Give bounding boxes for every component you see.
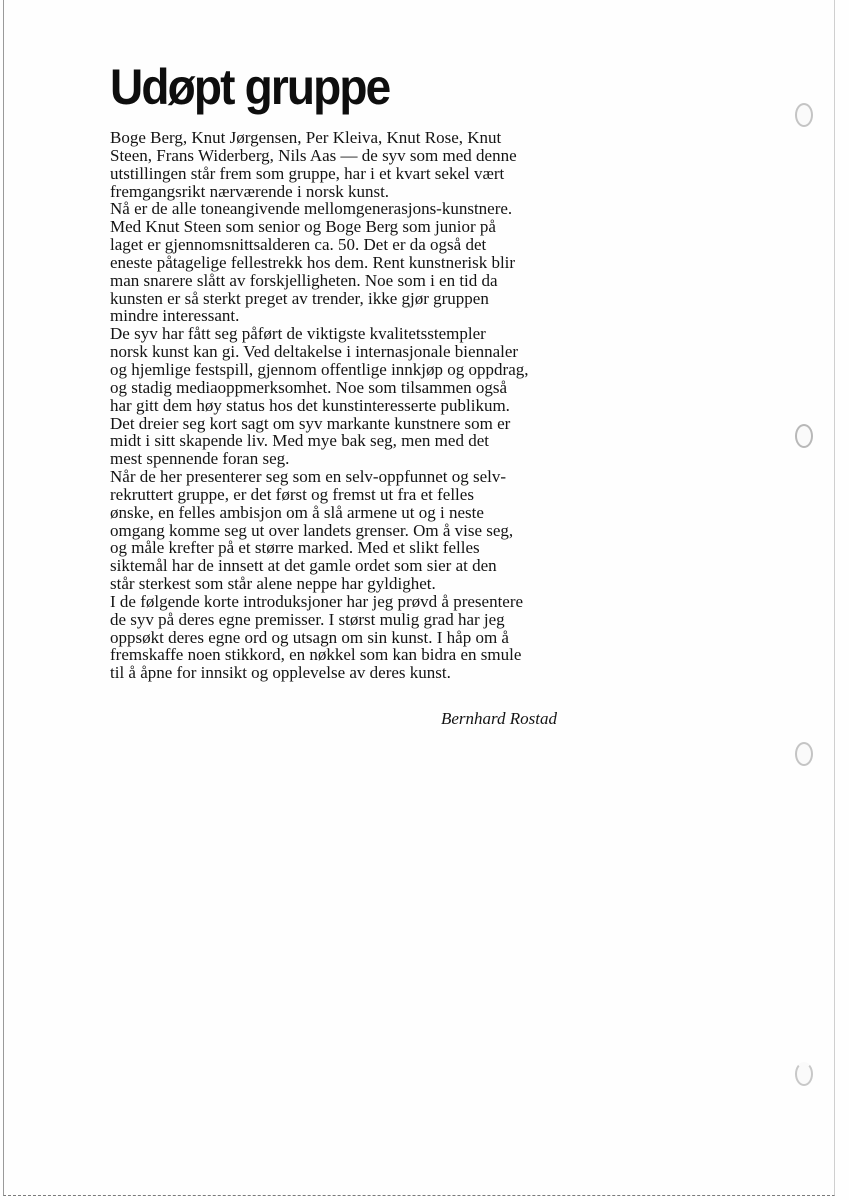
body-line: ønske, en felles ambisjon om å slå armene ut og i neste [110,502,484,522]
body-line: mindre interessant. [110,306,240,326]
body-line: og stadig mediaoppmerksomhet. Noe som tilsammen også [110,377,508,397]
body-line: siktemål har de innsett at det gamle ordet som sier at den [110,556,497,576]
binder-hole-icon [795,424,813,448]
body-line: midt i sitt skapende liv. Med mye bak seg, men med det [110,431,489,451]
body-line: fremskaffe noen stikkord, en nøkkel som kan bidra en smule [110,645,522,665]
body-line: norsk kunst kan gi. Ved deltakelse i internasjonale biennaler [110,342,519,362]
body-line: laget er gjennomsnittsalderen ca. 50. Det er da også det [110,235,487,255]
body-line: fremgangsrikt nærværende i norsk kunst. [110,181,390,201]
binder-hole-icon [795,103,813,127]
body-line: Med Knut Steen som senior og Boge Berg som junior på [110,217,496,237]
body-line: I de følgende korte introduksjoner har jeg prøvd å presentere [110,591,524,611]
binder-hole-icon [795,1062,813,1086]
body-line: oppsøkt deres egne ord og utsagn om sin kunst. I håp om å [110,627,509,647]
body-line: og måle krefter på et større marked. Med et slikt felles [110,538,480,558]
body-line: mest spennende foran seg. [110,449,290,469]
body-line: de syv på deres egne premisser. I størst mulig grad har jeg [110,609,505,629]
article-body [110,129,575,682]
body-line: rekruttert gruppe, er det først og fremst ut fra et felles [110,484,474,504]
body-line: står sterkest som står alene neppe har gyldighet. [110,574,436,594]
body-line: Nå er de alle toneangivende mellomgenerasjons-kunstnere. [110,199,513,219]
body-line: og hjemlige festspill, gjennom offentlige innkjøp og oppdrag, [110,359,529,379]
body-line: eneste påtagelige fellestrekk hos dem. Rent kunstnerisk blir [110,252,516,272]
body-line: man snarere slått av forskjelligheten. Noe som i en tid da [110,270,498,290]
body-line: til å åpne for innsikt og opplevelse av deres kunst. [110,663,451,683]
body-line: Det dreier seg kort sagt om syv markante kunstnere som er [110,413,511,433]
body-line: De syv har fått seg påført de viktigste kvalitetsstempler [110,324,486,344]
body-line: har gitt dem høy status hos det kunstinteresserte publikum. [110,395,510,415]
binder-hole-icon [795,742,813,766]
body-line: Boge Berg, Knut Jørgensen, Per Kleiva, Knut Rose, Knut [110,128,502,147]
body-line: utstillingen står frem som gruppe, har i et kvart sekel vært [110,163,505,183]
page-title: Udøpt gruppe [110,59,390,115]
body-line: Steen, Frans Widerberg, Nils Aas — de syv som med denne [110,145,517,165]
author-signature: Bernhard Rostad [440,709,557,728]
body-line: kunsten er så sterkt preget av trender, ikke gjør gruppen [110,288,489,308]
body-line: Når de her presenterer seg som en selv-oppfunnet og selv- [110,467,507,487]
body-line: omgang komme seg ut over landets grenser. Om å vise seg, [110,520,514,540]
